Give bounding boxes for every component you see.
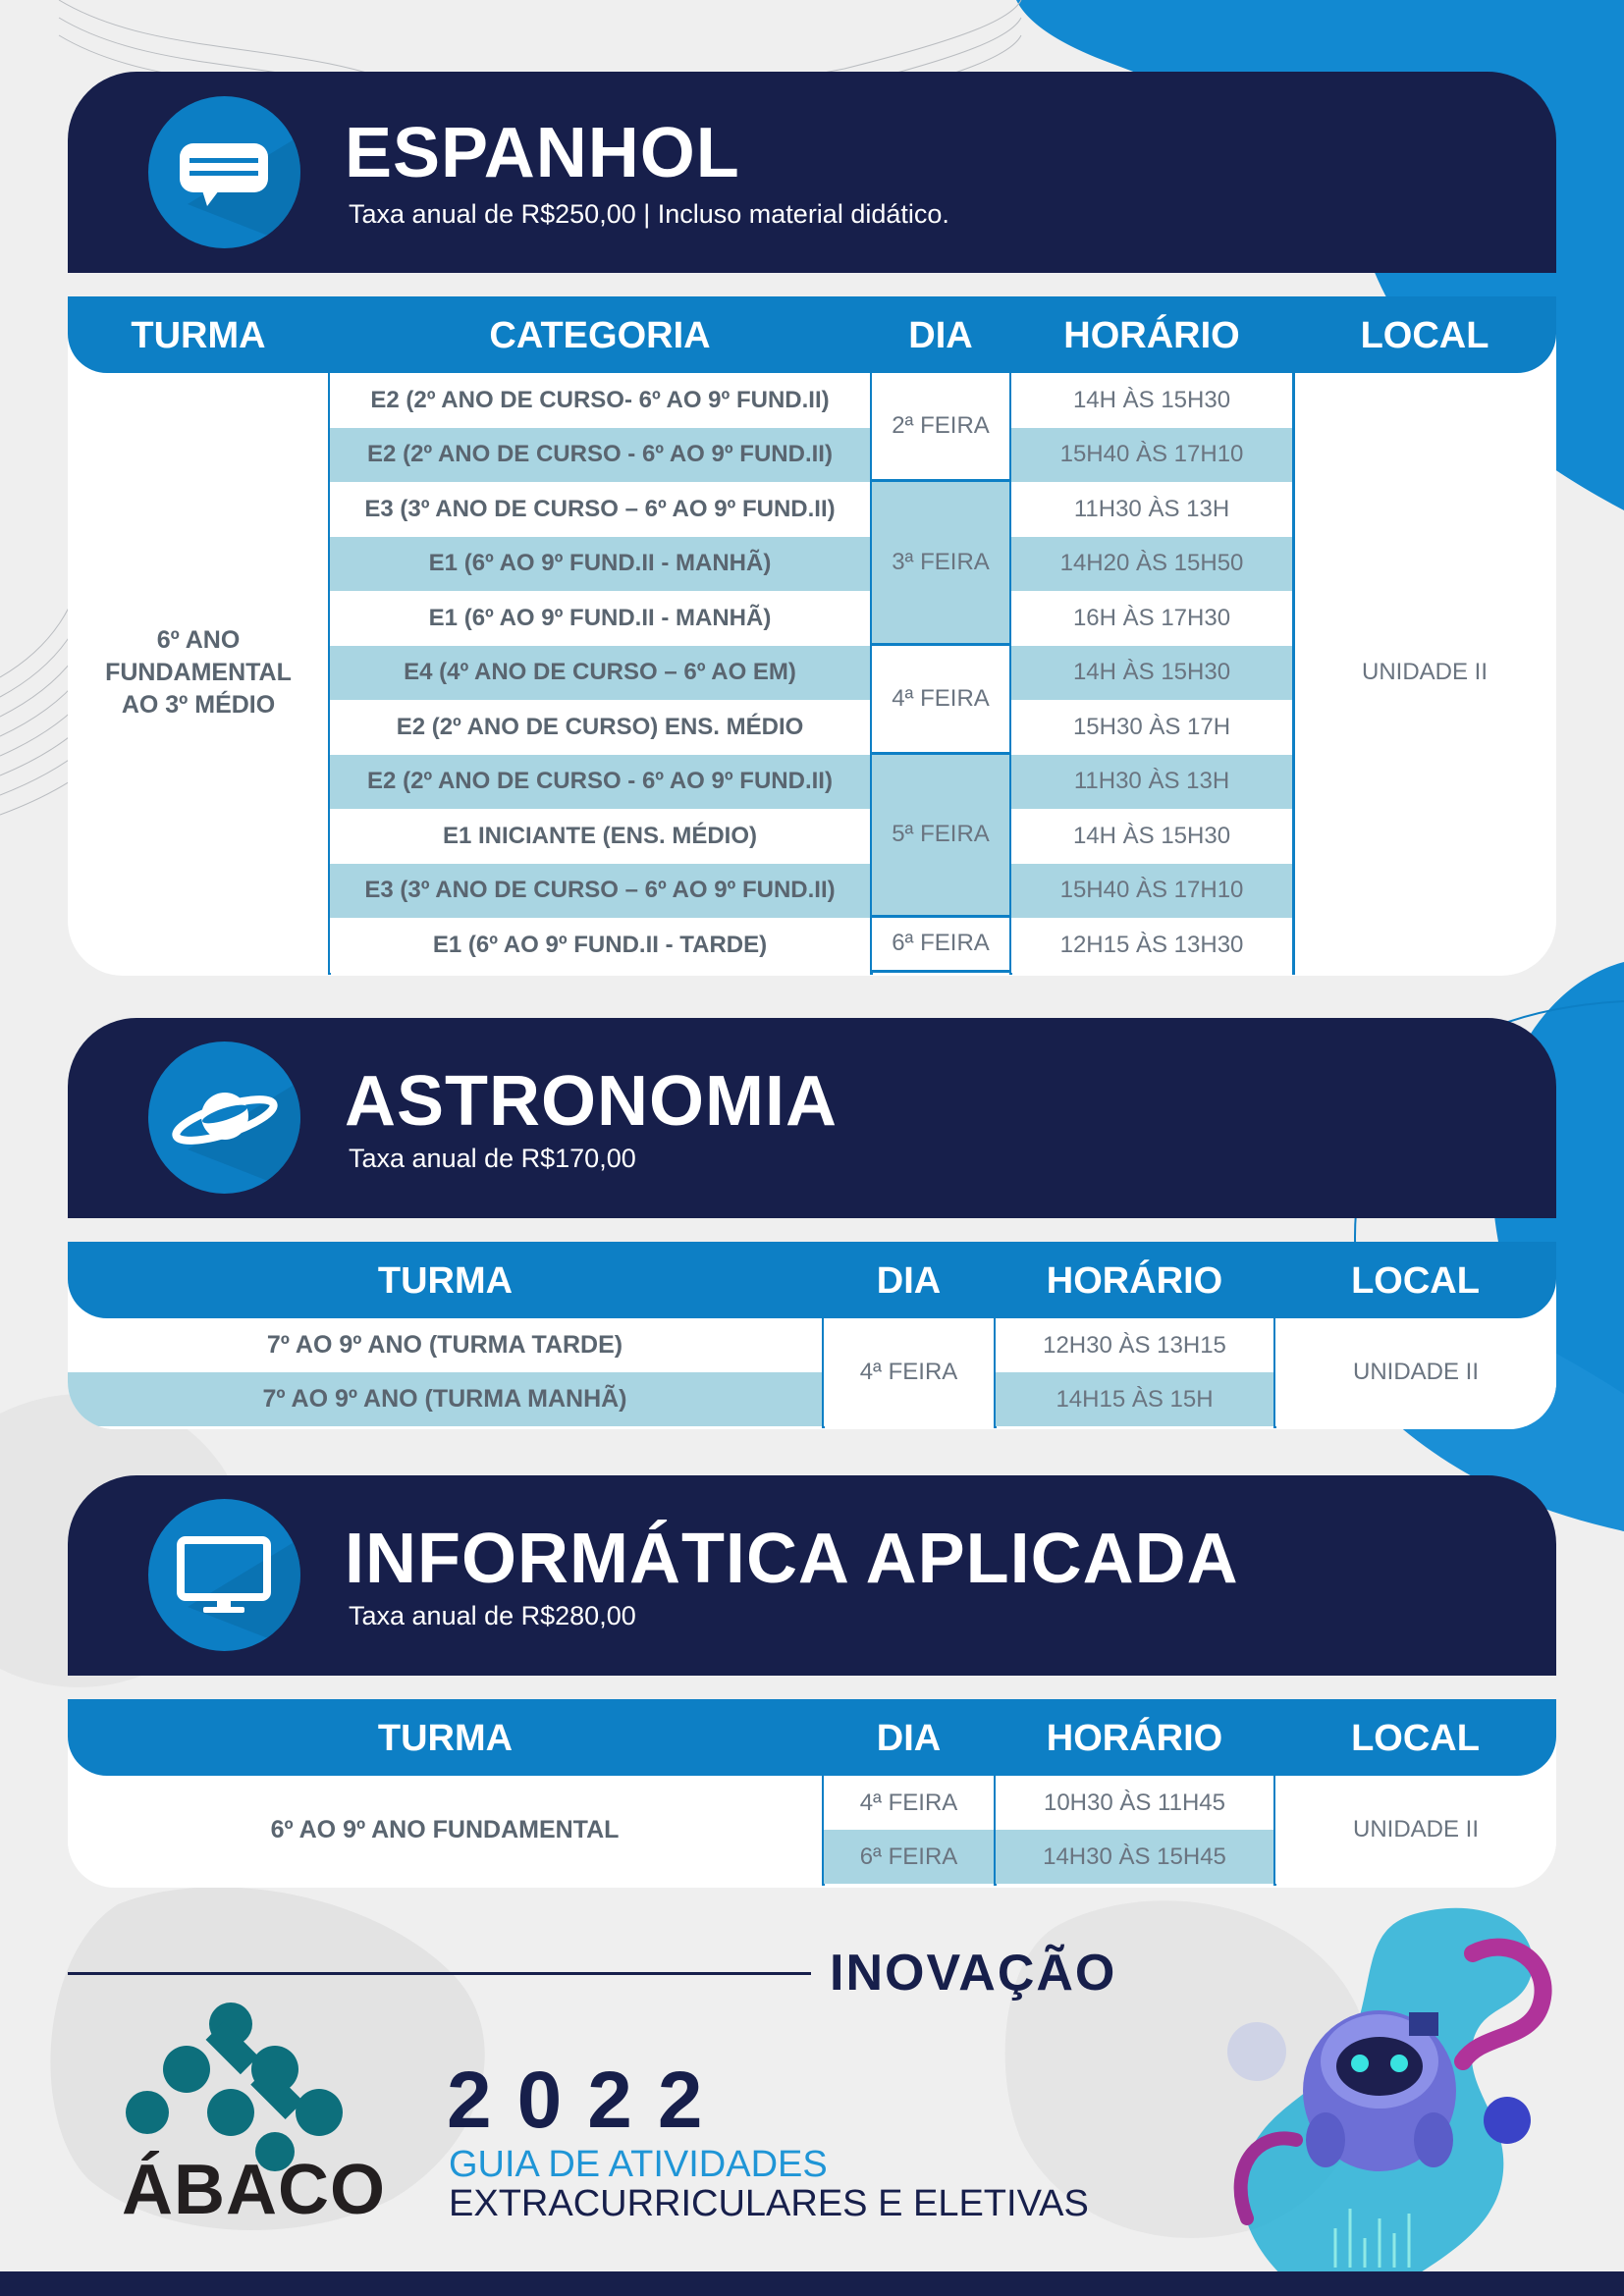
guide-title-line2: EXTRACURRICULARES E ELETIVAS	[449, 2183, 1089, 2224]
espanhol-header	[68, 72, 1556, 273]
monitor-icon	[148, 1499, 300, 1651]
informatica-section	[68, 1475, 1556, 1870]
column-header: TURMA	[131, 315, 266, 356]
categoria-cell: E1 (6º AO 9º FUND.II - MANHÃ)	[330, 591, 870, 646]
astronomia-section	[68, 1018, 1556, 1413]
column-header: HORÁRIO	[1046, 1260, 1223, 1302]
footer-divider	[68, 1972, 811, 1975]
horario-cell: 10H30 ÀS 11H45	[996, 1776, 1273, 1830]
column-header: LOCAL	[1351, 1260, 1480, 1302]
section-title: INFORMÁTICA APLICADA	[345, 1520, 1239, 1598]
astronomia-header	[68, 1018, 1556, 1218]
local-cell: UNIDADE II	[1275, 1776, 1556, 1884]
footer-tagline: INOVAÇÃO	[830, 1945, 1117, 2002]
local-cell: UNIDADE II	[1275, 1318, 1556, 1426]
turma-cell: 7º AO 9º ANO (TURMA TARDE)	[68, 1318, 822, 1372]
categoria-cell: E1 (6º AO 9º FUND.II - TARDE)	[330, 918, 870, 973]
dia-cell: 6ª FEIRA	[872, 918, 1009, 973]
section-subtitle: Taxa anual de R$280,00	[349, 1601, 636, 1630]
column-header: HORÁRIO	[1063, 315, 1240, 356]
dia-cell: 4ª FEIRA	[824, 1318, 994, 1426]
table-header	[68, 296, 1556, 373]
categoria-cell: E1 (6º AO 9º FUND.II - MANHÃ)	[330, 537, 870, 592]
column-header: CATEGORIA	[489, 315, 711, 356]
column-header: DIA	[876, 1260, 942, 1302]
year-label: 2022	[447, 2056, 729, 2145]
chat-bubble-icon	[148, 96, 300, 248]
horario-cell: 12H15 ÀS 13H30	[1011, 918, 1292, 973]
dia-cell: 4ª FEIRA	[824, 1776, 994, 1830]
column-header: TURMA	[377, 1260, 514, 1302]
turma-line: 6º ANO	[156, 625, 241, 654]
horario-cell: 14H20 ÀS 15H50	[1011, 537, 1292, 592]
horario-cell: 14H ÀS 15H30	[1011, 373, 1292, 428]
column-header: LOCAL	[1360, 315, 1489, 356]
turma-cell: 7º AO 9º ANO (TURMA MANHÃ)	[68, 1372, 822, 1426]
dia-cell: 2ª FEIRA	[872, 373, 1009, 482]
informatica-table	[68, 1699, 1556, 1888]
categoria-cell: E2 (2º ANO DE CURSO - 6º AO 9º FUND.II)	[330, 755, 870, 810]
categoria-cell: E2 (2º ANO DE CURSO) ENS. MÉDIO	[330, 700, 870, 755]
robot-illustration	[1188, 1895, 1571, 2296]
astronomia-table	[68, 1242, 1556, 1429]
table-header	[68, 1699, 1556, 1776]
horario-cell: 15H40 ÀS 17H10	[1011, 428, 1292, 483]
informatica-header	[68, 1475, 1556, 1676]
horario-cell: 14H30 ÀS 15H45	[996, 1830, 1273, 1884]
column-header: TURMA	[377, 1718, 514, 1759]
categoria-cell: E3 (3º ANO DE CURSO – 6º AO 9º FUND.II)	[330, 482, 870, 537]
espanhol-table	[68, 296, 1556, 976]
horario-cell: 11H30 ÀS 13H	[1011, 482, 1292, 537]
bottom-bar	[0, 2271, 1624, 2296]
categoria-cell: E4 (4º ANO DE CURSO – 6º AO EM)	[330, 646, 870, 701]
horario-cell: 14H ÀS 15H30	[1011, 809, 1292, 864]
turma-cell: 6º AO 9º ANO FUNDAMENTAL	[68, 1776, 822, 1884]
horario-cell: 16H ÀS 17H30	[1011, 591, 1292, 646]
turma-line: FUNDAMENTAL	[105, 658, 292, 686]
categoria-cell: E3 (3º ANO DE CURSO – 6º AO 9º FUND.II)	[330, 864, 870, 919]
section-subtitle: Taxa anual de R$170,00	[349, 1144, 636, 1173]
logo-wordmark: ÁBACO	[122, 2151, 386, 2229]
table-header	[68, 1242, 1556, 1318]
horario-cell: 12H30 ÀS 13H15	[996, 1318, 1273, 1372]
dia-cell: 6ª FEIRA	[824, 1830, 994, 1884]
horario-cell: 14H ÀS 15H30	[1011, 646, 1292, 701]
planet-icon	[148, 1041, 300, 1194]
categoria-cell: E2 (2º ANO DE CURSO - 6º AO 9º FUND.II)	[330, 428, 870, 483]
categoria-cell: E1 INICIANTE (ENS. MÉDIO)	[330, 809, 870, 864]
column-header: DIA	[908, 315, 973, 356]
section-title: ESPANHOL	[345, 114, 740, 192]
horario-cell: 15H40 ÀS 17H10	[1011, 864, 1292, 919]
column-header: HORÁRIO	[1046, 1718, 1223, 1759]
horario-cell: 14H15 ÀS 15H	[996, 1372, 1273, 1426]
turma-cell	[68, 373, 329, 973]
section-subtitle: Taxa anual de R$250,00 | Incluso material didático.	[349, 199, 949, 229]
guide-title-line1: GUIA DE ATIVIDADES	[449, 2144, 828, 2185]
categoria-cell: E2 (2º ANO DE CURSO- 6º AO 9º FUND.II)	[330, 373, 870, 428]
column-header: DIA	[876, 1718, 942, 1759]
turma-line: AO 3º MÉDIO	[121, 690, 276, 719]
horario-cell: 11H30 ÀS 13H	[1011, 755, 1292, 810]
section-title: ASTRONOMIA	[345, 1062, 838, 1141]
espanhol-section	[68, 72, 1556, 958]
dia-cell: 5ª FEIRA	[872, 755, 1009, 919]
column-header: LOCAL	[1351, 1718, 1480, 1759]
dia-cell: 4ª FEIRA	[872, 646, 1009, 755]
dia-cell: 3ª FEIRA	[872, 482, 1009, 646]
horario-cell: 15H30 ÀS 17H	[1011, 700, 1292, 755]
local-cell: UNIDADE II	[1361, 659, 1488, 686]
